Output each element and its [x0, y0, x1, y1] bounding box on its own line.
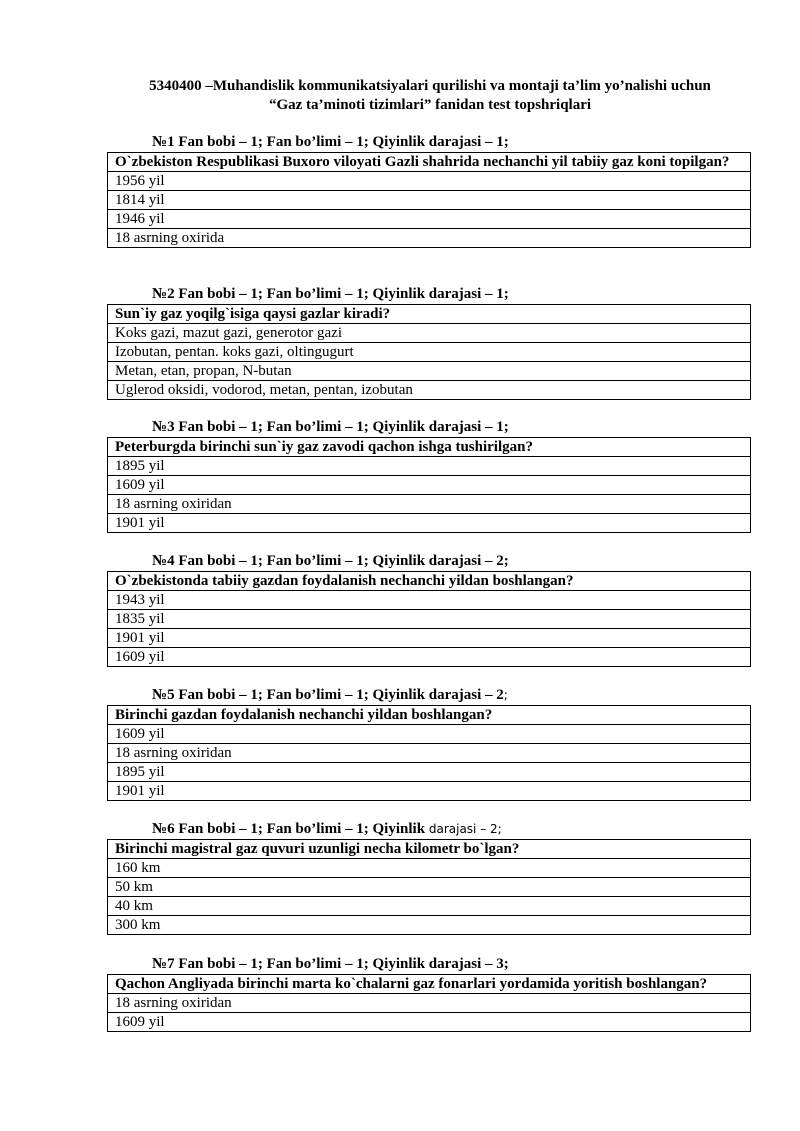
question-heading: №4 Fan bobi – 1; Fan bo’limi – 1; Qiyinlik darajasi – 2;	[152, 553, 509, 569]
answer-option: 1901 yil	[108, 514, 751, 533]
question-text: Peterburgda birinchi sun`iy gaz zavodi qachon ishga tushirilgan?	[108, 438, 751, 457]
answer-option: 18 asrning oxirida	[108, 229, 751, 248]
answer-option: 18 asrning oxiridan	[108, 744, 751, 763]
question-table	[107, 705, 751, 801]
question-heading: №7 Fan bobi – 1; Fan bo’limi – 1; Qiyinlik darajasi – 3;	[152, 956, 509, 972]
question-table	[107, 839, 751, 935]
answer-option: 50 km	[108, 878, 751, 897]
question-text: O`zbekistonda tabiiy gazdan foydalanish nechanchi yildan boshlangan?	[108, 572, 751, 591]
question-block-4	[107, 552, 751, 667]
answer-option: 1895 yil	[108, 457, 751, 476]
answer-option: 18 asrning oxiridan	[108, 495, 751, 514]
question-table	[107, 304, 751, 400]
answer-option: Koks gazi, mazut gazi, generotor gazi	[108, 324, 751, 343]
question-block-1	[107, 133, 751, 248]
question-table	[107, 571, 751, 667]
answer-option: 160 km	[108, 859, 751, 878]
question-block-2	[107, 285, 751, 400]
answer-option: Izobutan, pentan. koks gazi, oltingugurt	[108, 343, 751, 362]
document-header	[80, 77, 780, 115]
question-heading: №3 Fan bobi – 1; Fan bo’limi – 1; Qiyinlik darajasi – 1;	[152, 419, 509, 435]
question-block-7	[107, 955, 751, 1032]
answer-option: 18 asrning oxiridan	[108, 994, 751, 1013]
answer-option: Metan, etan, propan, N-butan	[108, 362, 751, 381]
answer-option: 1956 yil	[108, 172, 751, 191]
answer-option: 1946 yil	[108, 210, 751, 229]
answer-option: 1901 yil	[108, 629, 751, 648]
question-heading: №6 Fan bobi – 1; Fan bo’limi – 1; Qiyinlik darajasi – 2;	[152, 821, 502, 837]
question-table	[107, 437, 751, 533]
answer-option: 1943 yil	[108, 591, 751, 610]
question-block-3	[107, 418, 751, 533]
question-text: O`zbekiston Respublikasi Buxoro viloyati Gazli shahrida nechanchi yil tabiiy gaz koni topilgan?	[108, 153, 751, 172]
question-table	[107, 974, 751, 1032]
answer-option: 1609 yil	[108, 1013, 751, 1032]
answer-option: 1609 yil	[108, 648, 751, 667]
question-text: Birinchi magistral gaz quvuri uzunligi necha kilometr bo`lgan?	[108, 840, 751, 859]
question-table	[107, 152, 751, 248]
answer-option: 1901 yil	[108, 782, 751, 801]
answer-option: Uglerod oksidi, vodorod, metan, pentan, izobutan	[108, 381, 751, 400]
question-text: Qachon Angliyada birinchi marta ko`chalarni gaz fonarlari yordamida yoritish boshlangan?	[108, 975, 751, 994]
question-text: Sun`iy gaz yoqilg`isiga qaysi gazlar kiradi?	[108, 305, 751, 324]
question-block-5	[107, 686, 751, 801]
header-line-2: “Gaz ta’minoti tizimlari” fanidan test topshriqlari	[268, 97, 592, 113]
question-heading: №1 Fan bobi – 1; Fan bo’limi – 1; Qiyinlik darajasi – 1;	[152, 134, 509, 150]
answer-option: 1609 yil	[108, 725, 751, 744]
header-line-1: 5340400 –Muhandislik kommunikatsiyalari qurilishi va montaji ta’lim yo’nalishi uchun	[149, 78, 711, 94]
answer-option: 1609 yil	[108, 476, 751, 495]
answer-option: 300 km	[108, 916, 751, 935]
answer-option: 1895 yil	[108, 763, 751, 782]
answer-option: 1835 yil	[108, 610, 751, 629]
question-block-6	[107, 820, 751, 935]
answer-option: 40 km	[108, 897, 751, 916]
question-text: Birinchi gazdan foydalanish nechanchi yildan boshlangan?	[108, 706, 751, 725]
question-heading: №2 Fan bobi – 1; Fan bo’limi – 1; Qiyinlik darajasi – 1;	[152, 286, 509, 302]
answer-option: 1814 yil	[108, 191, 751, 210]
question-heading: №5 Fan bobi – 1; Fan bo’limi – 1; Qiyinlik darajasi – 2;	[152, 687, 508, 703]
